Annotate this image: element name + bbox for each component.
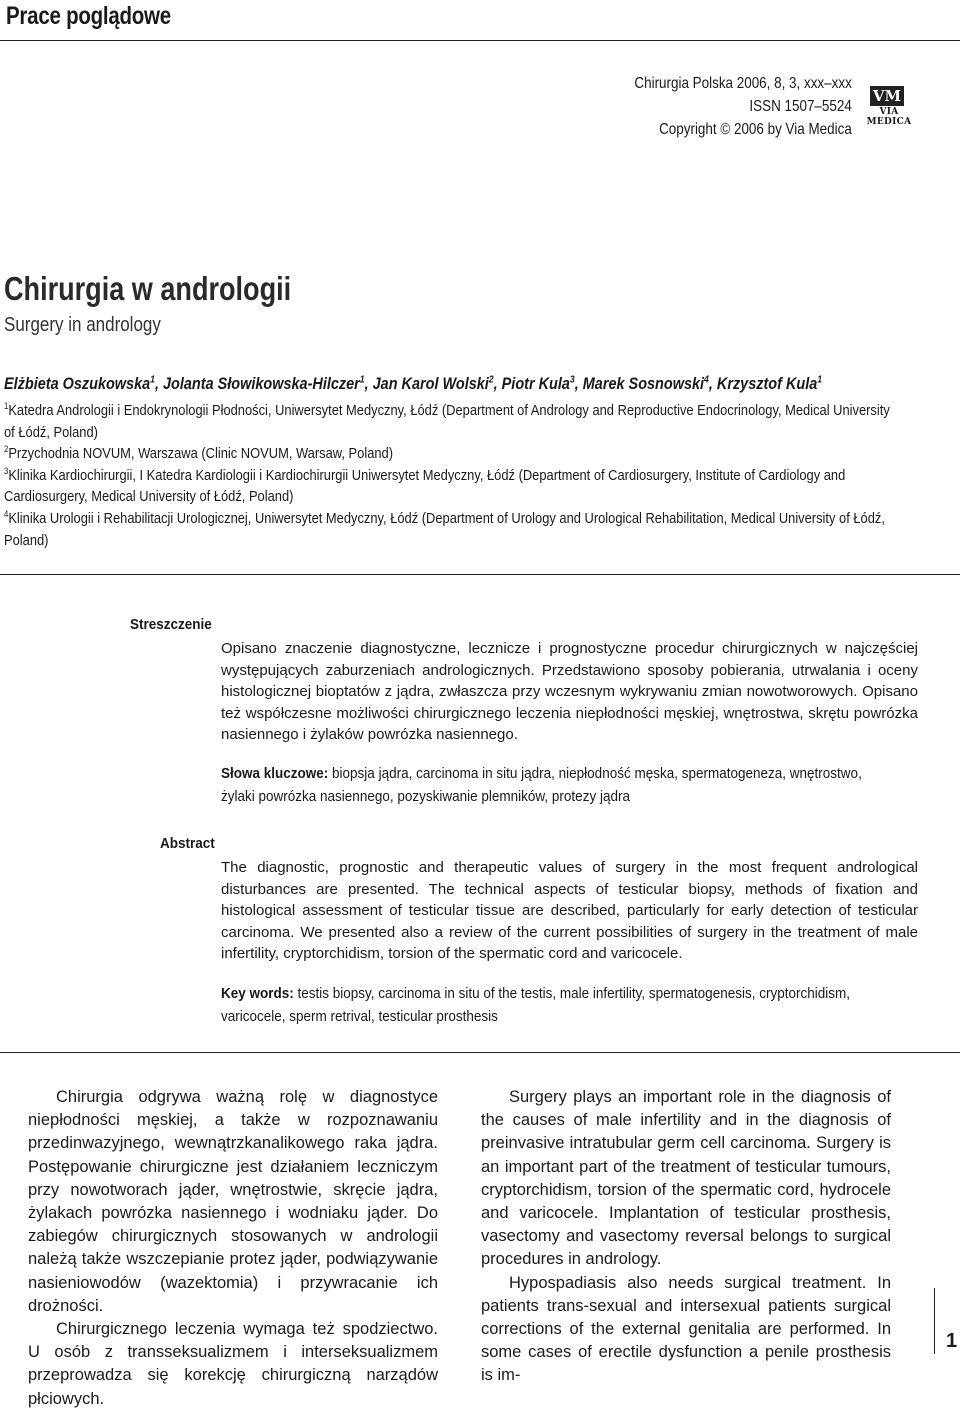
author: Piotr Kula xyxy=(501,374,570,393)
keywords-text: testis biopsy, carcinoma in situ of the testis, male infertility, spermatogenesis, cryptorchidism, xyxy=(297,985,850,1002)
author: Jolanta Słowikowska-Hilczer xyxy=(163,374,360,393)
keywords-line: żylaki powrózka nasiennego, pozyskiwanie plemników, protezy jądra xyxy=(221,788,630,805)
top-rule xyxy=(0,40,960,41)
paragraph: Chirurgia odgrywa ważną rolę w diagnostyce niepłodności męskiej, a także w rozpoznawaniu przedinwazyjnego, wewnątrzkanalikowego raka jądra. Postępowanie chirurgiczne jest działaniem leczniczym przy nowotworach jąder, wnętrostwie, skręcie jądra, żylakach powrózka nasiennego i wodniaku jąder. Do zabiegów chirurgicznych stosowanych w andrologii należą także wszczepianie protez jąder, podwiązywanie nasieniowodów (wazektomia) i przywracanie ich drożności. xyxy=(28,1088,438,1315)
affiliation-number: 3 xyxy=(4,465,9,476)
polish-keywords xyxy=(221,762,905,808)
author: Elżbieta Oszukowska xyxy=(4,374,151,393)
affiliation xyxy=(4,400,898,443)
paragraph: Surgery plays an important role in the diagnosis of the causes of male infertility and in the diagnosis of preinvasive intratubular germ cell carcinoma. Surgery is an important part of the treatment of testicular tumours, cryptorchidism, torsion of the spermatic cord, hydrocele and varicocele. Implantation of testicular prosthesis, vasectomy and vasectomy reversal belongs to surgical procedures in andrology. xyxy=(481,1088,891,1269)
affiliation xyxy=(4,443,898,465)
affiliation xyxy=(4,465,898,508)
keywords-label: Key words: xyxy=(221,985,294,1002)
keywords-line xyxy=(221,762,905,785)
author-affil-ref: 1 xyxy=(817,374,823,386)
page-number-rule xyxy=(934,1288,935,1354)
author-list: Elżbieta Oszukowska$^1$, Jolanta Słowikowska-Hilczer$^1$, Jan Karol Wolski$^2$, Piotr Kula$^3$, Marek Sosnowski$^4$, Krzysztof Kula$^1$ xyxy=(4,374,823,393)
abstract-text: The diagnostic, prognostic and therapeutic values of surgery in the most frequent andrological disturbances are presented. The technical aspects of testicular biopsy, methods of fixation and histological assessment of testicular tissue are described, particularly for early detection of testicular carcinoma. We presented also a review of the current possibilities of surgery in the treatment of male infertility, cryptorchidism, torsion of the spermatic cord and varicocele. xyxy=(221,859,918,963)
affiliation-text: Klinika Kardiochirurgii, I Katedra Kardiologii i Kardiochirurgii Uniwersytet Medyczny, Łódź (Department of Cardiosurgery, Institute of Cardiology and Cardiosurgery, Medical University of Łódź, Poland) xyxy=(4,466,846,506)
journal-info xyxy=(635,72,852,141)
affiliation-number: 4 xyxy=(4,508,9,519)
body-column-left xyxy=(28,1086,438,1411)
affiliation-number: 1 xyxy=(4,401,9,411)
paragraph: Hypospadiasis also needs surgical treatment. In patients trans-sexual and intersexual patients surgical corrections of the external genitalia are performed. In some cases of erectile dysfunction a penile prosthesis is im- xyxy=(481,1273,891,1385)
journal-issn: ISSN 1507–5524 xyxy=(749,98,852,115)
streszczenie-text: Opisano znaczenie diagnostyczne, lecznicze i prognostyczne procedur chirurgicznych w najczęściej występujących zaburzeniach andrologicznych. Przedstawiono sposoby pobierania, utrwalania i oceny histologicznej bioptatów z jądra, zwłaszcza przy wczesnym wykrywaniu zmian nowotworowych. Opisano też współczesne możliwości chirurgicznego leczenia niepłodności męskiej, wnętrostwa, skrętu powrózka nasiennego i żylaków powrózka nasiennego. xyxy=(221,640,918,744)
affiliation xyxy=(4,508,898,551)
affiliation-text: Katedra Andrologii i Endokrynologii Płodności, Uniwersytet Medyczny, Łódź (Department of Andrology and Reproductive Endocrinology, Medical University of Łódź, Poland) xyxy=(4,402,890,441)
article-title: Chirurgia w andrologii xyxy=(4,270,292,307)
author: Krzysztof Kula xyxy=(716,374,818,393)
section-tag: Prace poglądowe xyxy=(6,2,171,30)
article-subtitle: Surgery in andrology xyxy=(4,314,161,336)
keywords-text: biopsja jądra, carcinoma in situ jądra, niepłodność męska, spermatogeneza, wnętrostwo, xyxy=(332,765,862,782)
author: Jan Karol Wolski xyxy=(372,374,489,393)
paragraph: Chirurgicznego leczenia wymaga też spodziectwo. U osób z transseksualizmem i interseksualizmem przeprowadza się korekcję chirurgiczną narządów płciowych. xyxy=(28,1320,438,1408)
streszczenie-heading: Streszczenie xyxy=(130,616,212,633)
affiliation-text: Klinika Urologii i Rehabilitacji Urologicznej, Uniwersytet Medyczny, Łódź (Department of Urology and Urological Rehabilitation, Medical University of Łódź, Poland) xyxy=(4,509,885,549)
author-affil-ref: 2 xyxy=(488,374,494,386)
logo-text: VIA MEDICA xyxy=(866,107,912,127)
abstract-body xyxy=(221,857,918,965)
author: Marek Sosnowski xyxy=(582,374,705,393)
logo-mark: VM xyxy=(870,86,904,106)
streszczenie-body xyxy=(221,638,918,746)
page-number: 1 xyxy=(946,1330,958,1352)
author-affil-ref: 1 xyxy=(150,374,155,386)
abstract-heading: Abstract xyxy=(160,835,215,852)
body-column-right xyxy=(481,1086,891,1388)
english-keywords xyxy=(221,982,905,1028)
journal-copyright: Copyright © 2006 by Via Medica xyxy=(659,121,852,138)
via-medica-logo xyxy=(858,86,920,127)
author-affil-ref: 3 xyxy=(569,374,575,386)
body-rule xyxy=(0,1052,960,1053)
affiliation-number: 2 xyxy=(4,444,9,455)
section-rule xyxy=(0,574,960,575)
author-affil-ref: 1 xyxy=(359,374,365,386)
journal-citation: Chirurgia Polska 2006, 8, 3, xxx–xxx xyxy=(634,75,852,92)
keywords-line xyxy=(221,982,905,1005)
keywords-label: Słowa kluczowe: xyxy=(221,765,329,782)
affiliations xyxy=(4,400,898,551)
author-affil-ref: 4 xyxy=(704,374,709,386)
keywords-line: varicocele, sperm retrival, testicular prosthesis xyxy=(221,1008,498,1025)
affiliation-text: Przychodnia NOVUM, Warszawa (Clinic NOVUM, Warsaw, Poland) xyxy=(8,445,394,463)
